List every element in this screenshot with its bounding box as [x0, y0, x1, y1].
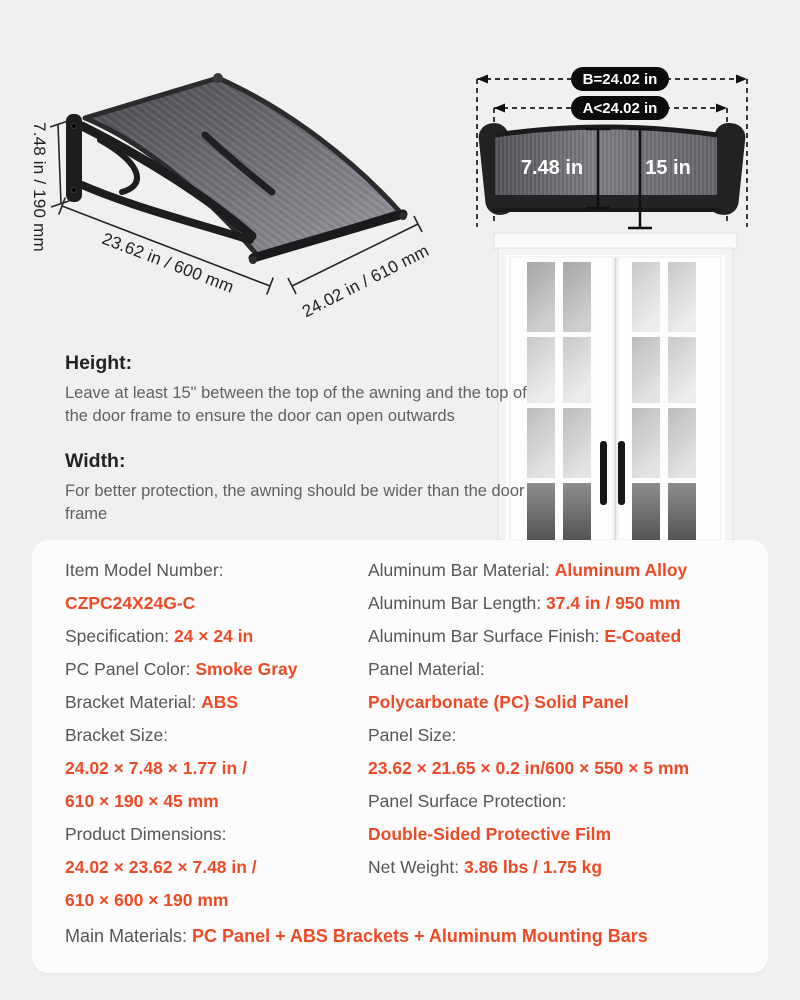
clearance-label: 15 in — [645, 157, 691, 179]
spec-row — [368, 620, 778, 653]
notes-width-body: For better protection, the awning should be wider than the door frame — [65, 482, 525, 523]
main-materials-row — [65, 920, 765, 953]
awning-isometric-illustration — [0, 40, 470, 340]
spec-label: Aluminum Bar Surface Finish: — [368, 626, 605, 646]
spec-row — [368, 719, 778, 752]
spec-label: Main Materials: — [65, 926, 193, 946]
spec-row — [65, 785, 365, 818]
spec-value: 24.02 × 7.48 × 1.77 in / — [65, 758, 247, 778]
spec-row — [65, 587, 365, 620]
awning-bottom-bar — [492, 195, 720, 208]
spec-row — [65, 884, 365, 917]
spec-label: Specification: — [65, 626, 174, 646]
notes-height-title: Height: — [65, 352, 133, 374]
spec-label: Panel Material: — [368, 659, 485, 679]
spec-column-left — [65, 554, 365, 917]
spec-value: 3.86 lbs / 1.75 kg — [463, 857, 603, 877]
installation-notes — [65, 352, 537, 548]
arrowhead-right — [736, 75, 747, 84]
spec-column-right — [368, 554, 778, 884]
spec-value: 23.62 × 21.65 × 0.2 in/600 × 550 × 5 mm — [368, 758, 690, 778]
spec-card — [32, 540, 768, 973]
notes-width-title: Width: — [65, 450, 126, 472]
spec-row — [65, 752, 365, 785]
iso-gutter-end-left — [249, 256, 257, 264]
iso-gutter-end-right — [399, 212, 407, 220]
spec-row — [368, 686, 778, 719]
door-handle-left — [600, 441, 607, 505]
spec-row — [65, 554, 365, 587]
spec-value: 24.02 × 23.62 × 7.48 in / — [65, 857, 257, 877]
dim-label-depth: 23.62 in / 600 mm — [99, 229, 237, 297]
spec-label: Aluminum Bar Length: — [368, 593, 547, 613]
arrowhead-left — [494, 104, 505, 113]
iso-frame-cap — [213, 73, 223, 83]
spec-row — [65, 719, 365, 752]
spec-label: Aluminum Bar Material: — [368, 560, 555, 580]
spec-row — [65, 818, 365, 851]
spec-row — [65, 851, 365, 884]
spec-row — [368, 554, 778, 587]
arrowhead-left — [477, 75, 488, 84]
dim-tick — [51, 201, 69, 207]
spec-row — [65, 620, 365, 653]
door-handle-right — [618, 441, 625, 505]
spec-value: Double-Sided Protective Film — [368, 824, 612, 844]
dim-label-height: 7.48 in / 190 mm — [30, 122, 49, 252]
dim-tick — [267, 278, 273, 295]
spec-row — [368, 851, 778, 884]
spec-value: Polycarbonate (PC) Solid Panel — [368, 692, 629, 712]
spec-value: 37.4 in / 950 mm — [546, 593, 681, 613]
spec-label: PC Panel Color: — [65, 659, 196, 679]
arrowhead-right — [716, 104, 727, 113]
spec-value: CZPC24X24G-C — [65, 593, 196, 613]
dim-label-width: 24.02 in / 610 mm — [299, 240, 432, 322]
notes-height-body: Leave at least 15" between the top of the awning and the top of the door frame to ensure the door can open outwards — [65, 384, 527, 425]
spec-label: Net Weight: — [368, 857, 464, 877]
spec-value: Aluminum Alloy — [554, 560, 688, 580]
spec-value: 610 × 190 × 45 mm — [65, 791, 219, 811]
dim-tick — [59, 198, 65, 215]
bracket-screw-bottom — [72, 188, 77, 193]
spec-label: Product Dimensions: — [65, 824, 227, 844]
pill-overall-width-label: B=24.02 in — [582, 71, 658, 88]
spec-row — [368, 818, 778, 851]
spec-row — [368, 752, 778, 785]
spec-row — [368, 785, 778, 818]
spec-value: Smoke Gray — [195, 659, 298, 679]
spec-row — [368, 587, 778, 620]
spec-label: Item Model Number: — [65, 560, 224, 580]
spec-value: PC Panel + ABS Brackets + Aluminum Mounting Bars — [192, 926, 648, 946]
spec-label: Bracket Material: — [65, 692, 202, 712]
awning-front — [477, 122, 746, 217]
bracket-screw-top — [72, 124, 77, 129]
spec-value: 610 × 600 × 190 mm — [65, 890, 229, 910]
spec-row — [368, 653, 778, 686]
dim-tick — [50, 121, 68, 127]
spec-row — [65, 653, 365, 686]
dim-line-height — [58, 124, 61, 204]
dim-tick — [414, 216, 422, 232]
spec-row — [65, 686, 365, 719]
awning-height-label: 7.48 in — [520, 157, 584, 179]
spec-label: Bracket Size: — [65, 725, 169, 745]
pill-door-width-label: A<24.02 in — [582, 100, 658, 117]
dim-tick — [288, 278, 296, 294]
spec-label: Panel Surface Protection: — [368, 791, 567, 811]
spec-value: 24 × 24 in — [173, 626, 254, 646]
spec-label: Panel Size: — [368, 725, 457, 745]
spec-value: ABS — [201, 692, 239, 712]
spec-value: E-Coated — [604, 626, 682, 646]
